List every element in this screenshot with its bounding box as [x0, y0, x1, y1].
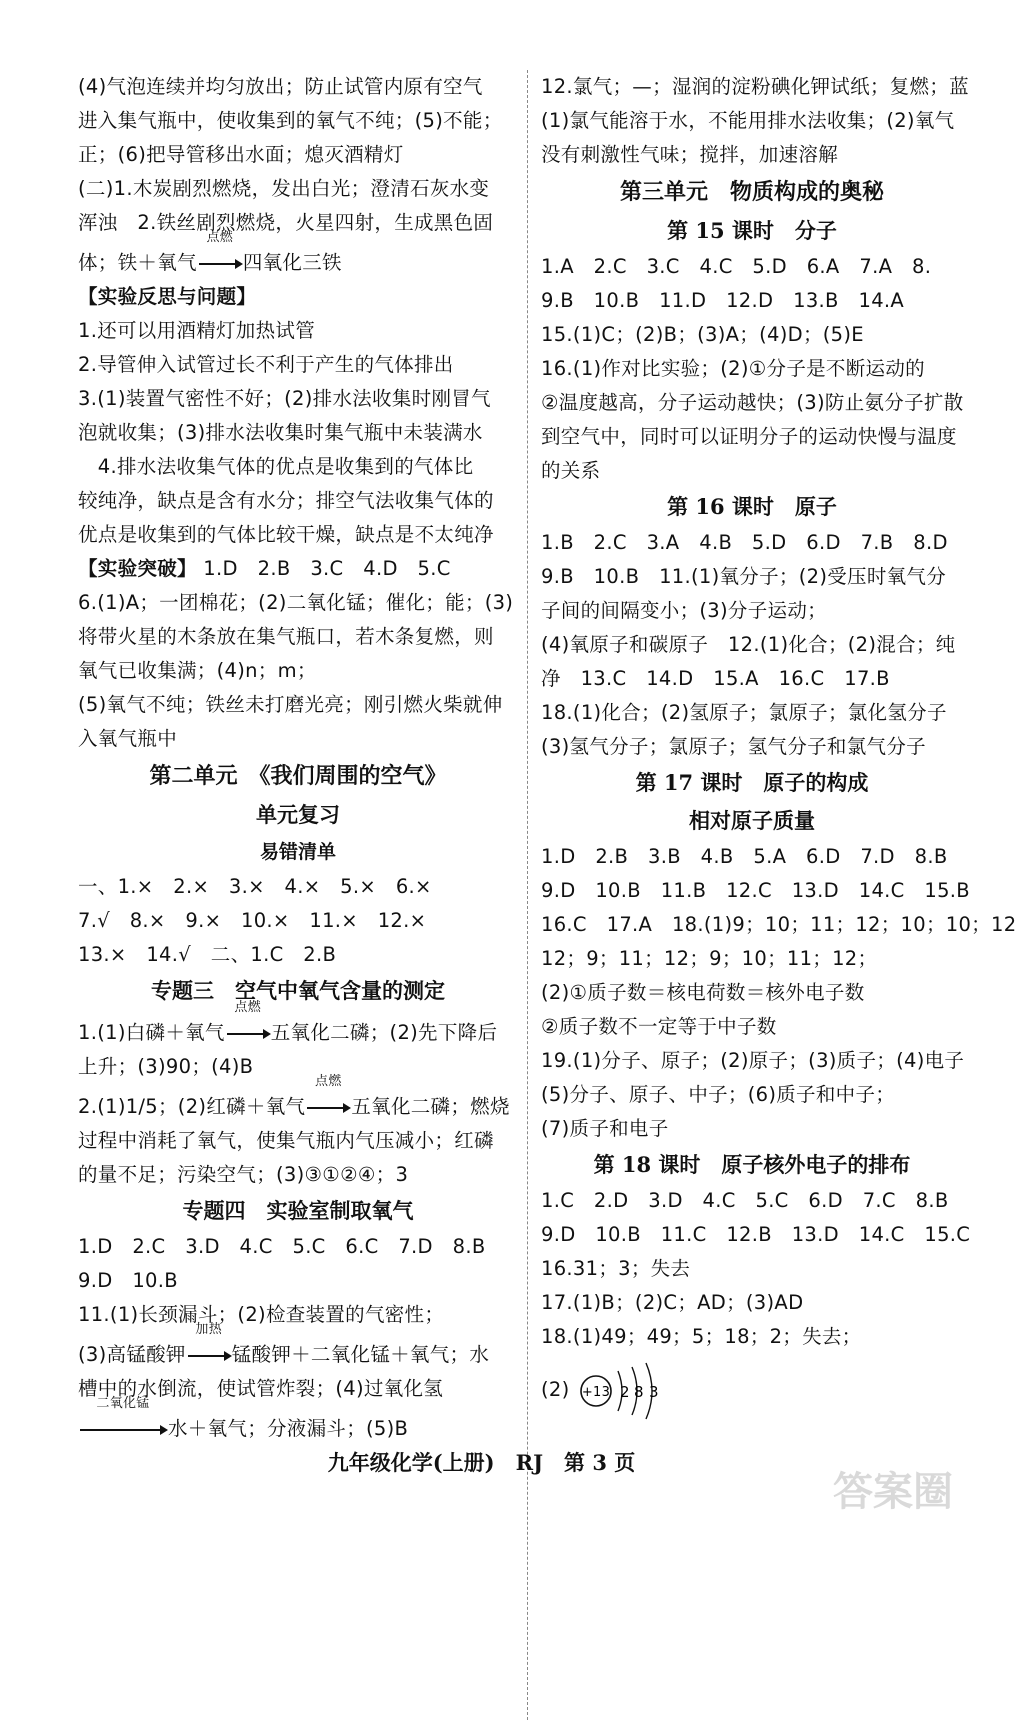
- text-line: 进入集气瓶中，使收集到的氧气不纯；(5)不能；: [78, 109, 503, 132]
- text-line: (5)分子、原子、中子；(6)质子和中子；: [541, 1083, 896, 1106]
- review-heading: 单元复习: [256, 802, 340, 827]
- equation-reactants: (3)高锰酸钾: [78, 1343, 186, 1366]
- text-line: (5)氧气不纯；铁丝未打磨光亮；刚引燃火柴就伸: [78, 693, 503, 716]
- text-line: 9.B 10.B 11.(1)氧分子；(2)受压时氧气分: [541, 565, 947, 588]
- text-line: 9.D 10.B 11.C 12.B 13.D 14.C 15.C: [541, 1223, 971, 1246]
- equation-products: 水＋氧气；分液漏斗；(5)B: [168, 1417, 409, 1440]
- text-line: 7.√ 8.× 9.× 10.× 11.× 12.×: [78, 909, 427, 932]
- text-line: 1.D 2.B 3.B 4.B 5.A 6.D 7.D 8.B: [541, 845, 948, 868]
- atom-structure-diagram: [578, 1361, 688, 1421]
- text-line: 到空气中，同时可以证明分子的运动快慢与温度: [541, 425, 957, 448]
- text-line: ②质子数不一定等于中子数: [541, 1015, 777, 1038]
- equation-line: [78, 1322, 518, 1372]
- text-line: 11.(1)长颈漏斗；(2)检查装置的气密性；: [78, 1303, 445, 1326]
- text-line: 1.C 2.D 3.D 4.C 5.C 6.D 7.C 8.B: [541, 1189, 949, 1212]
- lesson-heading: 第 18 课时 原子核外电子的排布: [593, 1152, 911, 1177]
- topic-heading: 专题三 空气中氧气含量的测定: [151, 978, 445, 1003]
- equation-products: 五氧化二磷；(2)先下降后: [270, 1021, 498, 1044]
- text-line: 浑浊 2.铁丝剧烈燃烧，火星四射，生成黑色固: [78, 211, 494, 234]
- text-line: [78, 552, 518, 586]
- text-line: 18.(1)化合；(2)氢原子；氯原子；氯化氢分子: [541, 701, 947, 724]
- text-line: 氧气已收集满；(4)n；m；: [78, 659, 317, 682]
- lesson-subheading: 相对原子质量: [689, 808, 815, 833]
- section-label: 【实验突破】: [78, 557, 197, 580]
- text-line: 入氧气瓶中: [78, 727, 178, 750]
- text-line: 的关系: [541, 459, 601, 482]
- lesson-heading: 第 17 课时 原子的构成: [635, 770, 869, 795]
- text-line: (4)氧原子和碳原子 12.(1)化合；(2)混合；纯: [541, 633, 956, 656]
- equation-line: [78, 230, 518, 280]
- text-line: 9.B 10.B 11.D 12.D 13.B 14.A: [541, 289, 905, 312]
- reaction-arrow: [307, 1074, 349, 1124]
- text-line: (1)氯气能溶于水，不能用排水法收集；(2)氧气: [541, 109, 955, 132]
- text-line: ②温度越高，分子运动越快；(3)防止氨分子扩散: [541, 391, 964, 414]
- reaction-condition: 点燃: [234, 1000, 262, 1015]
- text-line: (7)质子和电子: [541, 1117, 669, 1140]
- equation-reactants: 2.(1)1/5；(2)红磷＋氧气: [78, 1095, 306, 1118]
- lesson-heading: 第 16 课时 原子: [667, 494, 837, 519]
- section-label: 【实验反思与问题】: [78, 285, 257, 308]
- text-line: 2.导管伸入试管过长不利于产生的气体排出: [78, 353, 454, 376]
- text-line: 9.D 10.B 11.B 12.C 13.D 14.C 15.B: [541, 879, 970, 902]
- text-line: 过程中消耗了氧气，使集气瓶内气压减小；红磷: [78, 1129, 494, 1152]
- text-line: 1.B 2.C 3.A 4.B 5.D 6.D 7.B 8.D: [541, 531, 948, 554]
- text-line: 15.(1)C；(2)B；(3)A；(4)D；(5)E: [541, 323, 864, 346]
- text-line: 1.还可以用酒精灯加热试管: [78, 319, 316, 342]
- answers: 1.D 2.B 3.C 4.D 5.C: [196, 557, 451, 580]
- text-line: 一、1.× 2.× 3.× 4.× 5.× 6.×: [78, 875, 432, 898]
- text-line: 13.× 14.√ 二、1.C 2.B: [78, 943, 337, 966]
- reaction-condition: 二氧化锰: [96, 1396, 150, 1411]
- text-line: 19.(1)分子、原子；(2)原子；(3)质子；(4)电子: [541, 1049, 965, 1072]
- text-line: (4)气泡连续并均匀放出；防止试管内原有空气: [78, 75, 483, 98]
- text-line: 正；(6)把导管移出水面；熄灭酒精灯: [78, 143, 404, 166]
- text-line: 1.A 2.C 3.C 4.C 5.D 6.A 7.A 8.: [541, 255, 932, 278]
- equation-products: 四氧化三铁: [242, 251, 342, 274]
- equation-reactants: 体；铁＋氧气: [78, 251, 197, 274]
- text-line: 3.(1)装置气密性不好；(2)排水法收集时刚冒气: [78, 387, 491, 410]
- shell-electrons: 8: [634, 1382, 644, 1401]
- shell-electrons: 2: [620, 1382, 630, 1401]
- text-line: 1.D 2.C 3.D 4.C 5.C 6.C 7.D 8.B: [78, 1235, 486, 1258]
- equation-products: 五氧化二磷；燃烧: [351, 1095, 510, 1118]
- equation-reactants: 1.(1)白磷＋氧气: [78, 1021, 225, 1044]
- text-line: 9.D 10.B: [78, 1269, 178, 1292]
- text-line: 净 13.C 14.D 15.A 16.C 17.B: [541, 667, 890, 690]
- nucleus-charge: +13: [581, 1384, 611, 1400]
- text-line: 子间的间隔变小；(3)分子运动；: [541, 599, 827, 622]
- text-line: (3)氢气分子；氯原子；氢气分子和氯气分子: [541, 735, 926, 758]
- shell-electrons: 3: [649, 1382, 659, 1401]
- text-line: 18.(1)49；49；5；18；2；失去；: [541, 1325, 862, 1348]
- text-line: 的量不足；污染空气；(3)③①②④；3: [78, 1163, 409, 1186]
- text-line: 12.氯气；—；湿润的淀粉碘化钾试纸；复燃；蓝: [541, 75, 969, 98]
- unit-heading: 第三单元 物质构成的奥秘: [619, 179, 884, 205]
- equation-products: 锰酸钾＋二氧化锰＋氧气；水: [231, 1343, 490, 1366]
- text-line: 17.(1)B；(2)C；AD；(3)AD: [541, 1291, 804, 1314]
- text-line: 16.C 17.A 18.(1)9；10；11；12；10；10；12: [541, 913, 1016, 936]
- text-line: 泡就收集；(3)排水法收集时集气瓶中未装满水: [78, 421, 483, 444]
- text-line: 没有刺激性气味；搅拌，加速溶解: [541, 143, 839, 166]
- equation-line: [78, 1074, 518, 1124]
- unit-heading: 第二单元 《我们周围的空气》: [149, 763, 447, 789]
- reaction-arrow: [227, 1000, 269, 1050]
- text-line: 槽中的水倒流，使试管炸裂；(4)过氧化氢: [78, 1377, 444, 1400]
- text-line: 优点是收集到的气体比较干燥，缺点是不太纯净: [78, 523, 494, 546]
- text-line: 4.排水法收集气体的优点是收集到的气体比: [78, 455, 474, 478]
- text-line: 16.(1)作对比实验；(2)①分子是不断运动的: [541, 357, 925, 380]
- reaction-condition: 加热: [195, 1322, 223, 1337]
- text-line: (二)1.木炭剧烈燃烧，发出白光；澄清石灰水变: [78, 177, 490, 200]
- page-footer: 九年级化学(上册) RJ 第 3 页: [327, 1450, 636, 1475]
- reaction-arrow: [80, 1396, 166, 1446]
- reaction-arrow: [199, 230, 241, 280]
- lesson-heading: 第 15 课时 分子: [667, 218, 837, 243]
- right-column: [541, 70, 1016, 1421]
- text-line: 较纯净，缺点是含有水分；排空气法收集气体的: [78, 489, 494, 512]
- text-line: 上升；(3)90；(4)B: [78, 1055, 254, 1078]
- equation-line: [78, 1000, 518, 1050]
- text-line: (2)①质子数＝核电荷数＝核外电子数: [541, 981, 865, 1004]
- item-number: (2): [541, 1378, 570, 1401]
- text-line: 16.31；3；失去: [541, 1257, 691, 1280]
- equation-line: [78, 1396, 518, 1446]
- reaction-arrow: [188, 1322, 230, 1372]
- text-line: 12；9；11；12；9；10；11；12；: [541, 947, 878, 970]
- reaction-condition: 点燃: [206, 230, 234, 245]
- text-line: 将带火星的木条放在集气瓶口，若木条复燃，则: [78, 625, 494, 648]
- reaction-condition: 点燃: [315, 1074, 342, 1089]
- topic-heading: 专题四 实验室制取氧气: [182, 1198, 414, 1223]
- left-column: [78, 70, 518, 1446]
- text-line: 6.(1)A；一团棉花；(2)二氧化锰；催化；能；(3): [78, 591, 514, 614]
- atom-structure-line: [541, 1360, 963, 1421]
- error-list-heading: 易错清单: [259, 841, 336, 863]
- watermark: 答案圈: [833, 1469, 953, 1515]
